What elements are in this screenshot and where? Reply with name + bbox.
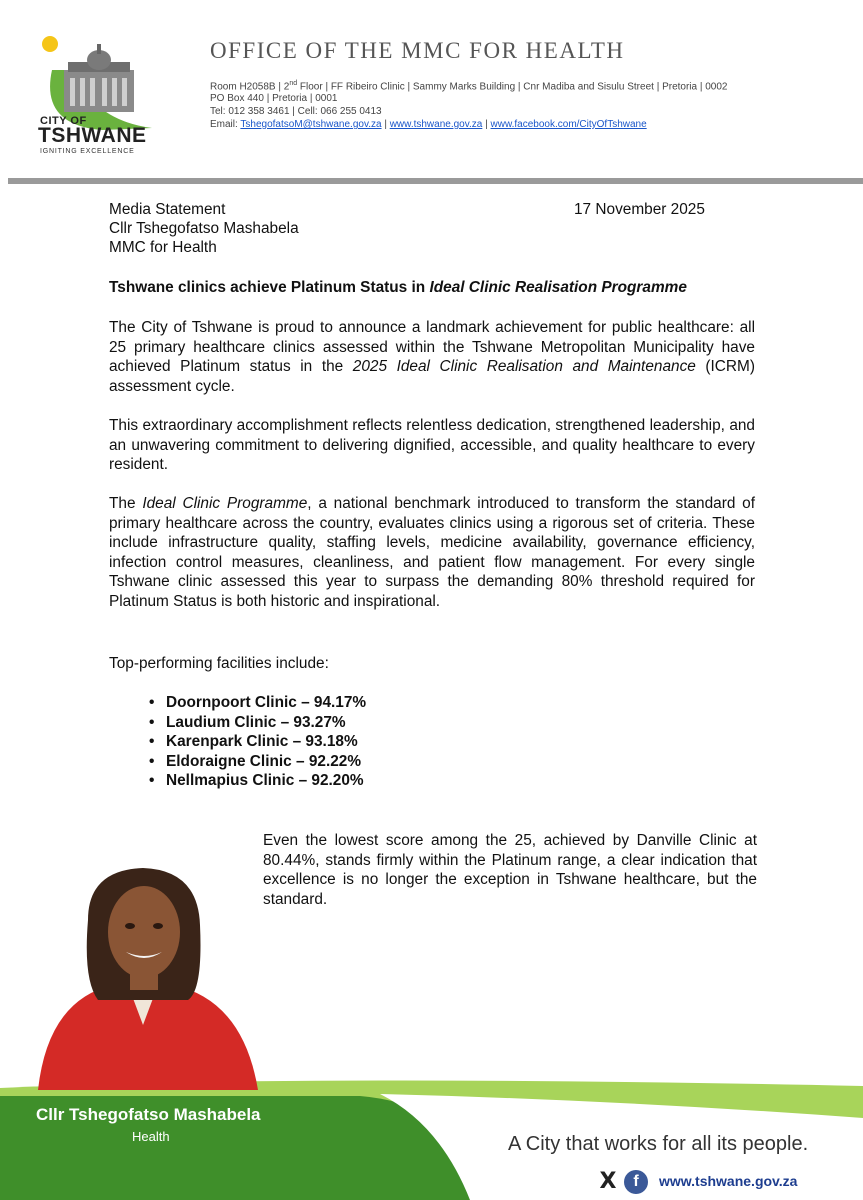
facebook-link[interactable]: www.facebook.com/CityOfTshwane [490,119,647,130]
facebook-icon[interactable]: f [624,1170,648,1194]
paragraph-5: Even the lowest score among the 25, achieved by Danville Clinic at 80.44%, stands firmly within the Platinum range, a clear indication that excellence is no longer the exception in Tshwane healthcare, but the standard. [263,832,757,908]
list-item: • Karenpark Clinic – 93.18% [166,732,366,752]
email-line: Email: TshegofatsoM@tshwane.gov.za | www.tshwane.gov.za | www.facebook.com/CityOfTshwane [210,119,647,130]
footer-website-link[interactable]: www.tshwane.gov.za [659,1173,798,1189]
logo-tagline: IGNITING EXCELLENCE [40,148,135,155]
portrait-photo [18,850,268,1090]
email-link[interactable]: TshegofatsoM@tshwane.gov.za [240,119,382,130]
paragraph-4: Top-performing facilities include: [109,655,329,672]
logo-name: TSHWANE [38,124,147,147]
x-social-icon[interactable]: X [599,1169,617,1194]
footer-name: Cllr Tshegofatso Mashabela [36,1105,261,1124]
headline: Tshwane clinics achieve Platinum Status in Ideal Clinic Realisation Programme [109,279,687,296]
paragraph-1: The City of Tshwane is proud to announce a landmark achievement for public healthcare: all 25 primary healthcare clinics assessed within the Tshwane Metropolitan Municipality have achieved Platinum status in the 2025 Ideal Clinic Realisation and Maintenance (ICRM) assessment cycle. [109,319,755,395]
list-item: • Eldoraigne Clinic – 92.22% [166,752,366,772]
sun-icon [42,36,58,52]
logo-city-of: CITY OF [40,115,87,127]
slogan: A City that works for all its people. [508,1133,809,1155]
list-item: • Laudium Clinic – 93.27% [166,713,366,733]
phone-line: Tel: 012 358 3461 | Cell: 066 255 0413 [210,106,382,117]
po-box-line: PO Box 440 | Pretoria | 0001 [210,93,338,104]
footer-department: Health [132,1129,170,1144]
facilities-list [166,693,366,791]
statement-date: 17 November 2025 [574,201,705,218]
list-item: • Doornpoort Clinic – 94.17% [166,693,366,713]
paragraph-3: The Ideal Clinic Programme, a national benchmark introduced to transform the standard of primary healthcare across the country, evaluates clinics using a rigorous set of criteria. These include infrastructure quality, staffing levels, medicine availability, governance efficiency, infection control measures, cleanliness, and patient flow management. For every single Tshwane clinic assessed this year to surpass the demanding 80% threshold required for Platinum Status is both historic and inspirational. [109,495,756,610]
office-title: OFFICE OF THE MMC FOR HEALTH [210,38,625,63]
website-link[interactable]: www.tshwane.gov.za [389,119,483,130]
list-item: • Nellmapius Clinic – 92.20% [166,771,366,791]
address-line: Room H2058B | 2nd Floor | FF Ribeiro Clinic | Sammy Marks Building | Cnr Madiba and Sisulu Street | Pretoria | 0002 [210,80,728,93]
statement-author: Cllr Tshegofatso Mashabela [109,220,299,237]
paragraph-2: This extraordinary accomplishment reflects relentless dedication, strengthened leadership, and an unwavering commitment to delivering dignified, accessible, and quality healthcare to every resident. [109,417,755,473]
header-divider [8,178,863,184]
statement-label: Media Statement [109,201,226,218]
statement-role: MMC for Health [109,239,217,256]
